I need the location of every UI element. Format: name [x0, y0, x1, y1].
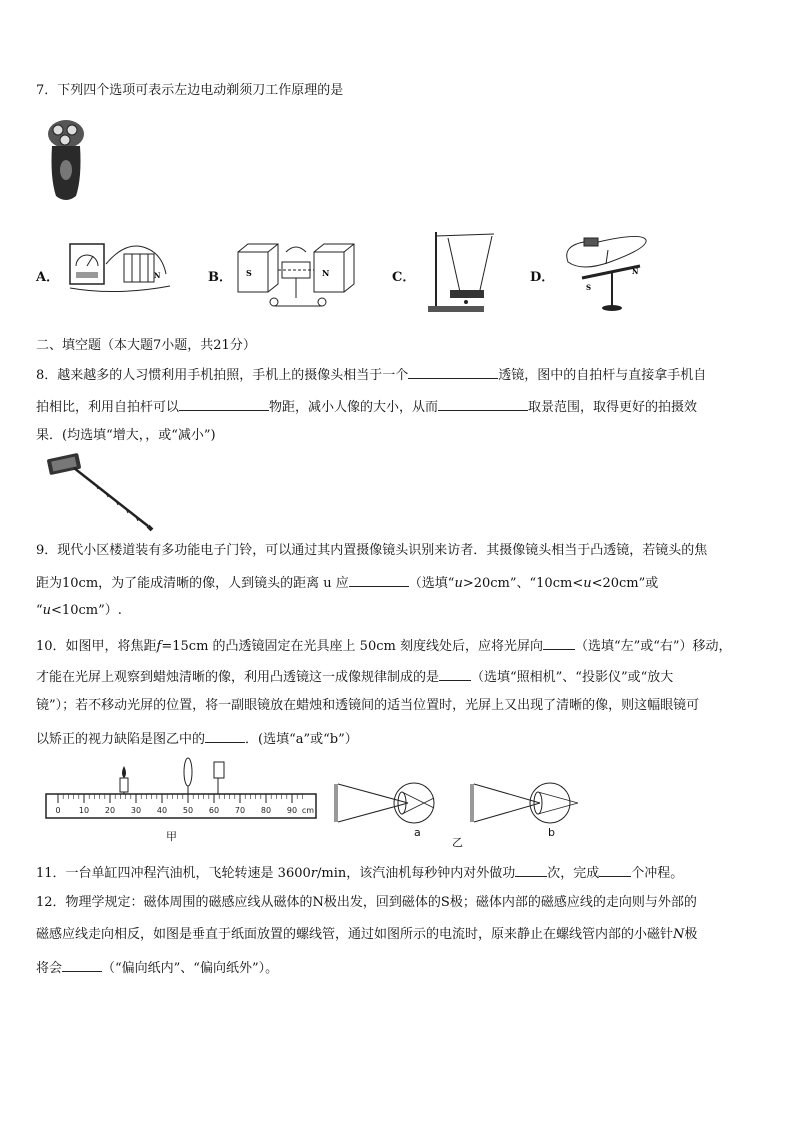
- selfie-stick-image: [44, 452, 156, 534]
- q10-line4: 以矫正的视力缺陷是图乙中的 ．(选填“a”或“b”）: [36, 728, 358, 749]
- optical-bench-figure: [44, 756, 320, 824]
- q10-line3: 镜”）；若不移动光屏的位置，将一副眼镜放在蜡烛和透镜间的适当位置时，光屏上又出现了清晰的像，则这幅眼镜可: [36, 698, 700, 713]
- tick-label: 50: [182, 806, 194, 815]
- q10-blank-2[interactable]: [439, 666, 471, 681]
- shaver-image: [44, 118, 88, 204]
- q8-blank-2[interactable]: [179, 396, 269, 411]
- q7-question: 7．下列四个选项可表示左边电动剃须刀工作原理的是: [36, 83, 344, 98]
- option-d-label: D．: [530, 270, 555, 285]
- ruler-unit: cm: [301, 806, 315, 815]
- tick-label: 0: [55, 806, 61, 815]
- q8-blank-3[interactable]: [438, 396, 528, 411]
- q8-line1: 8．越来越多的人习惯利用手机拍照，手机上的摄像头相当于一个 透镜，图中的自拍杆与直接拿手机自: [36, 364, 706, 385]
- q10-blank-3[interactable]: [205, 728, 245, 743]
- option-b-figure: [234, 234, 358, 316]
- q8-line3: 果．(均选填“增大，，或“减小”): [36, 428, 216, 443]
- q10-blank-1[interactable]: [543, 635, 575, 650]
- option-c-label: C．: [392, 270, 416, 285]
- tick-label: 70: [234, 806, 246, 815]
- tick-label: 40: [156, 806, 168, 815]
- needle-n-label: N: [632, 267, 639, 276]
- option-b-label: B．: [208, 270, 232, 285]
- q9-blank[interactable]: [349, 572, 409, 587]
- q9-line2: 距为10cm，为了能成清晰的像，人到镜头的距离 u 应 （选填“u>20cm”、“10cm<u<20cm”或: [36, 572, 658, 593]
- q12-line1: 12．物理学规定：磁体周围的磁感应线从磁体的N极出发，回到磁体的S极；磁体内部的磁感应线的走向则与外部的: [36, 895, 697, 910]
- magnet-n-label: N: [322, 268, 330, 278]
- eye-b-label: b: [548, 826, 555, 839]
- q10-line2: 才能在光屏上观察到蜡烛清晰的像，利用凸透镜这一成像规律制成的是 （选填“照相机”、“投影仪”或“放大: [36, 666, 673, 687]
- tick-label: 20: [104, 806, 116, 815]
- q11-line: 11．一台单缸四冲程汽油机，飞轮转速是 3600r/min，该汽油机每秒钟内对外做功 次，完成 个冲程。: [36, 862, 683, 883]
- tick-label: 80: [260, 806, 272, 815]
- q12-line3: 将会 （“偏向纸内”、“偏向纸外”）。: [36, 957, 278, 978]
- tick-label: 10: [78, 806, 90, 815]
- option-d-figure: [562, 228, 652, 314]
- eye-diagram-b: [466, 778, 584, 828]
- eye-a-label: a: [414, 826, 421, 839]
- q11-blank-1[interactable]: [515, 862, 547, 877]
- option-c-figure: [424, 226, 504, 316]
- option-a-label: A．: [36, 270, 60, 285]
- section-title: 二、填空题（本大题7小题，共21分）: [36, 338, 256, 353]
- q9-line1: 9．现代小区楼道装有多功能电子门铃，可以通过其内置摄像镜头识别来访者．其摄像镜头相当于凸透镜，若镜头的焦: [36, 543, 708, 558]
- q8-blank-1[interactable]: [408, 364, 498, 379]
- light-screen: [214, 762, 224, 794]
- tick-label: 60: [208, 806, 220, 815]
- candle: [120, 766, 128, 794]
- convex-lens: [184, 758, 192, 794]
- option-a-figure: [66, 234, 178, 296]
- q12-blank[interactable]: [62, 957, 102, 972]
- magnet-s-label: S: [246, 268, 252, 278]
- figure-jia-caption: 甲: [166, 830, 177, 843]
- q9-line3: “u<10cm”）.: [36, 603, 122, 618]
- tick-label: 90: [286, 806, 298, 815]
- q12-line2: 磁感应线走向相反，如图是垂直于纸面放置的螺线管，通过如图所示的电流时，原来静止在螺线管内部的小磁针N极: [36, 927, 698, 942]
- figure-yi-caption: 乙: [452, 836, 463, 849]
- q8-line2: 拍相比，利用自拍杆可以 物距，减小人像的大小，从而 取景范围，取得更好的拍摄效: [36, 396, 697, 417]
- q11-blank-2[interactable]: [599, 862, 631, 877]
- needle-s-label: S: [586, 283, 592, 292]
- svg-text:N: N: [154, 271, 161, 280]
- tick-label: 30: [130, 806, 142, 815]
- eye-diagram-a: [330, 778, 442, 828]
- q10-line1: 10．如图甲，将焦距f=15cm 的凸透镜固定在光具座上 50cm 刻度线处后，应将光屏向 （选填“左”或“右”）移动，: [36, 635, 732, 656]
